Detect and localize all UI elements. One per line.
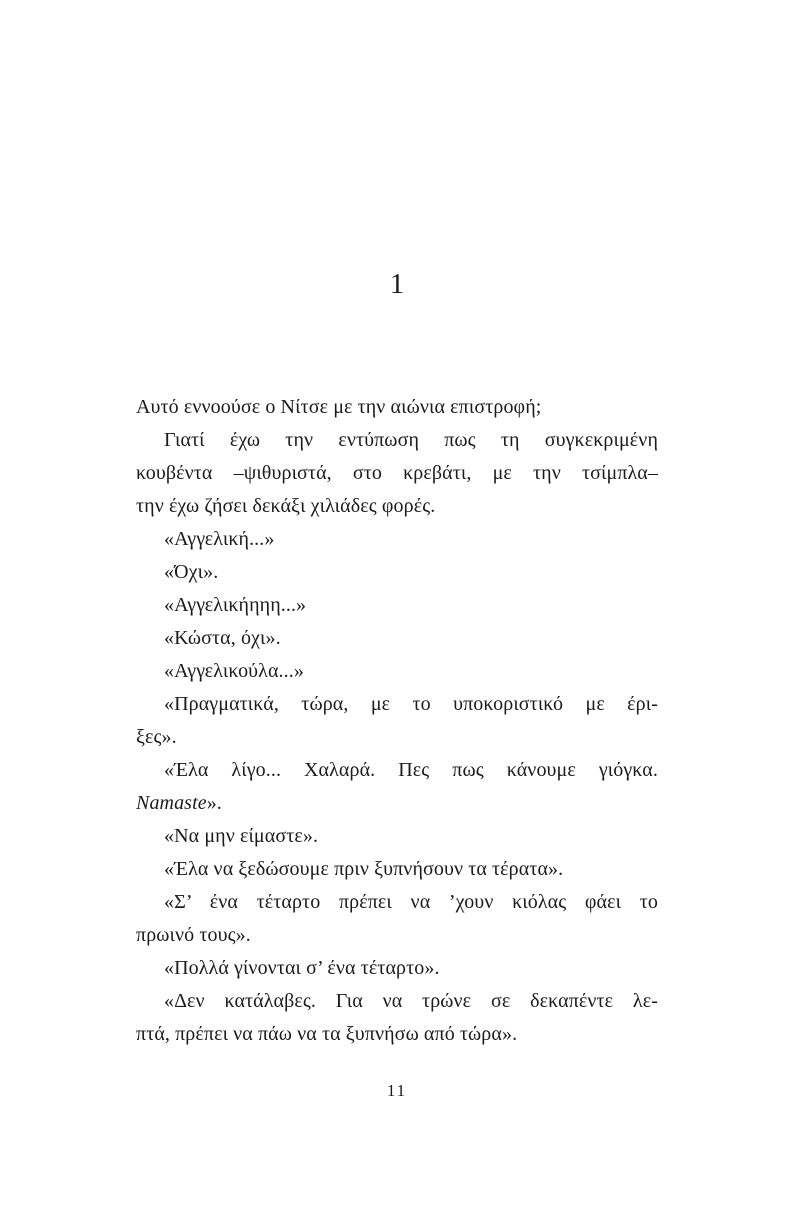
text-segment: «Αγγελικούλα...» — [164, 660, 304, 682]
text-segment: «Όχι». — [164, 561, 219, 583]
text-segment: «Πραγματικά, τώρα, με το υποκοριστικό με έρι- — [164, 693, 658, 715]
text-line — [136, 655, 658, 688]
text-line — [136, 622, 658, 655]
paragraph — [136, 985, 658, 1051]
text-segment: πτά, πρέπει να πάω να τα ξυπνήσω από τώρα». — [136, 1023, 518, 1045]
paragraph — [136, 424, 658, 523]
text-line — [136, 490, 658, 523]
paragraph — [136, 952, 658, 985]
paragraph — [136, 754, 658, 820]
paragraph — [136, 886, 658, 952]
text-line — [136, 556, 658, 589]
text-line — [136, 820, 658, 853]
text-line — [136, 853, 658, 886]
text-line — [136, 1018, 658, 1051]
text-line — [136, 523, 658, 556]
text-segment: ξες». — [136, 726, 177, 748]
text-segment: ». — [206, 792, 222, 814]
text-segment: «Σ’ ένα τέταρτο πρέπει να ’χουν κιόλας φάει το — [164, 891, 658, 913]
text-segment: «Αγγελική...» — [164, 528, 275, 550]
text-segment: «Δεν κατάλαβες. Για να τρώνε σε δεκαπέντε λε- — [164, 990, 658, 1012]
page-number: 11 — [386, 1081, 408, 1100]
text-segment: «Έλα να ξεδώσουμε πριν ξυπνήσουν τα τέρατα». — [164, 858, 564, 880]
text-segment: κουβέντα –ψιθυριστά, στο κρεβάτι, με την τσίμπλα– — [136, 462, 658, 484]
paragraph — [136, 589, 658, 622]
text-line — [136, 952, 658, 985]
body-text — [136, 391, 658, 1051]
text-segment: «Να μην είμαστε». — [164, 825, 319, 847]
text-line — [136, 886, 658, 919]
text-line — [136, 721, 658, 754]
paragraph — [136, 688, 658, 754]
chapter-number: 1 — [389, 268, 405, 300]
text-segment: πρωινό τους». — [136, 924, 251, 946]
text-segment: Αυτό εννοούσε ο Νίτσε με την αιώνια επιστροφή; — [136, 396, 542, 418]
paragraph — [136, 523, 658, 556]
text-segment: «Έλα λίγο... Χαλαρά. Πες πως κάνουμε γιόγκα. — [164, 759, 658, 781]
text-segment: «Αγγελικήηηη...» — [164, 594, 307, 616]
text-line — [136, 391, 658, 424]
text-line — [136, 424, 658, 457]
paragraph — [136, 556, 658, 589]
text-segment: Γιατί έχω την εντύπωση πως τη συγκεκριμένη — [164, 429, 658, 451]
paragraph — [136, 820, 658, 853]
text-line — [136, 919, 658, 952]
text-line — [136, 688, 658, 721]
text-line — [136, 754, 658, 787]
italic-text: Namaste — [136, 792, 207, 814]
text-line — [136, 589, 658, 622]
paragraph — [136, 655, 658, 688]
text-line — [136, 985, 658, 1018]
text-line — [136, 787, 658, 820]
text-segment: «Κώστα, όχι». — [164, 627, 281, 649]
text-segment: την έχω ζήσει δεκάξι χιλιάδες φορές. — [136, 495, 436, 517]
text-segment: «Πολλά γίνονται σ’ ένα τέταρτο». — [164, 957, 440, 979]
paragraph — [136, 853, 658, 886]
paragraph — [136, 622, 658, 655]
paragraph — [136, 391, 658, 424]
text-line — [136, 457, 658, 490]
